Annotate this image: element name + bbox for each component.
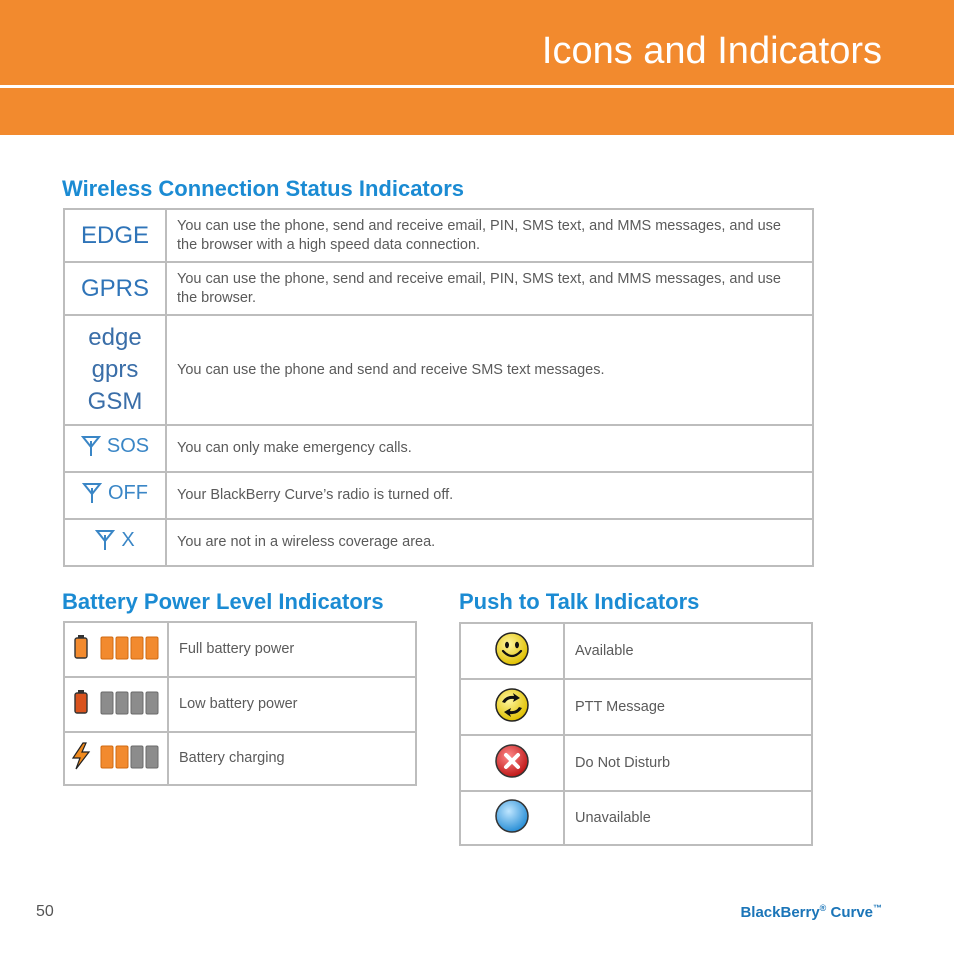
- gprs-lowercase-label: gprs: [91, 356, 139, 383]
- wireless-table: [63, 208, 814, 567]
- battery-segment-filled: [131, 637, 143, 659]
- wireless-description: You can use the phone and send and receive SMS text messages.: [166, 315, 813, 425]
- battery-table: [63, 621, 417, 786]
- ptt-label: PTT Message: [564, 679, 812, 735]
- battery-label: Low battery power: [168, 677, 416, 732]
- table-row: [64, 519, 813, 566]
- battery-segment-empty: [146, 692, 158, 714]
- battery-body: [75, 693, 87, 713]
- table-row: [460, 679, 812, 735]
- smiley-available-icon: [460, 623, 564, 679]
- table-row: [64, 209, 813, 262]
- table-row: [64, 472, 813, 519]
- battery-segment-empty: [101, 692, 113, 714]
- do-not-disturb-icon: [460, 735, 564, 791]
- battery-full-icon: [64, 622, 168, 677]
- brand-product: Curve: [826, 904, 873, 921]
- table-row: [64, 262, 813, 315]
- table-row: [460, 623, 812, 679]
- table-row: [64, 622, 416, 677]
- battery-segment-empty: [116, 692, 128, 714]
- battery-segment-filled: [116, 637, 128, 659]
- edge-label: EDGE: [80, 221, 149, 249]
- ptt-label: Available: [564, 623, 812, 679]
- wireless-description: Your BlackBerry Curve’s radio is turned off.: [166, 472, 813, 519]
- antenna-sos-icon: [64, 425, 166, 472]
- battery-label: Battery charging: [168, 732, 416, 785]
- wireless-description: You can use the phone, send and receive email, PIN, SMS text, and MMS messages, and use the browser.: [166, 262, 813, 315]
- unavailable-icon: [460, 791, 564, 845]
- antenna-icon: [82, 482, 102, 504]
- edge-label-icon: [64, 209, 166, 262]
- trademark-mark: ™: [873, 903, 882, 913]
- table-row: [460, 791, 812, 845]
- header-band: [0, 88, 954, 135]
- ptt-label: Unavailable: [564, 791, 812, 845]
- battery-segment-empty: [131, 746, 143, 768]
- brand-footer: [740, 903, 882, 921]
- battery-segment-empty: [131, 692, 143, 714]
- battery-heading: Battery Power Level Indicators: [62, 589, 384, 614]
- page-number: 50: [36, 903, 54, 920]
- battery-label: Full battery power: [168, 622, 416, 677]
- gprs-label-icon: [64, 262, 166, 315]
- gprs-label: GPRS: [80, 274, 149, 302]
- battery-level-icon: [69, 741, 163, 771]
- gsm-label: GSM: [87, 388, 143, 415]
- wireless-description: You can use the phone, send and receive email, PIN, SMS text, and MMS messages, and use the browser with a high speed data connection.: [166, 209, 813, 262]
- ptt-message-icon: [460, 679, 564, 735]
- battery-low-icon: [64, 677, 168, 732]
- battery-segment-filled: [146, 637, 158, 659]
- table-row: [64, 732, 416, 785]
- battery-level-icon: [69, 632, 163, 662]
- battery-level-icon: [69, 687, 163, 717]
- edge-lowercase-label: edge: [88, 324, 142, 351]
- battery-segment-filled: [101, 746, 113, 768]
- wireless-description: You are not in a wireless coverage area.: [166, 519, 813, 566]
- table-row: [64, 425, 813, 472]
- wireless-description: You can only make emergency calls.: [166, 425, 813, 472]
- battery-body: [75, 638, 87, 658]
- charging-bolt: [73, 743, 89, 769]
- wireless-heading: Wireless Connection Status Indicators: [62, 176, 464, 201]
- ptt-table: [459, 622, 813, 846]
- table-row: [64, 677, 416, 732]
- ptt-heading: Push to Talk Indicators: [459, 589, 700, 614]
- lowercase-network-labels-icon: [64, 315, 166, 425]
- brand-name: BlackBerry: [740, 904, 820, 921]
- ptt-label: Do Not Disturb: [564, 735, 812, 791]
- off-label: OFF: [108, 481, 148, 504]
- battery-segment-empty: [146, 746, 158, 768]
- table-row: [64, 315, 813, 425]
- page-title: Icons and Indicators: [541, 30, 882, 72]
- antenna-off-icon: [64, 472, 166, 519]
- antenna-icon: [81, 435, 101, 457]
- battery-segment-filled: [116, 746, 128, 768]
- battery-segment-filled: [101, 637, 113, 659]
- battery-charging-icon: [64, 732, 168, 785]
- sos-label: SOS: [106, 434, 150, 457]
- registered-mark: ®: [819, 903, 827, 913]
- x-label: X: [121, 528, 135, 551]
- antenna-no-coverage-icon: [64, 519, 166, 566]
- antenna-icon: [95, 529, 115, 551]
- table-row: [460, 735, 812, 791]
